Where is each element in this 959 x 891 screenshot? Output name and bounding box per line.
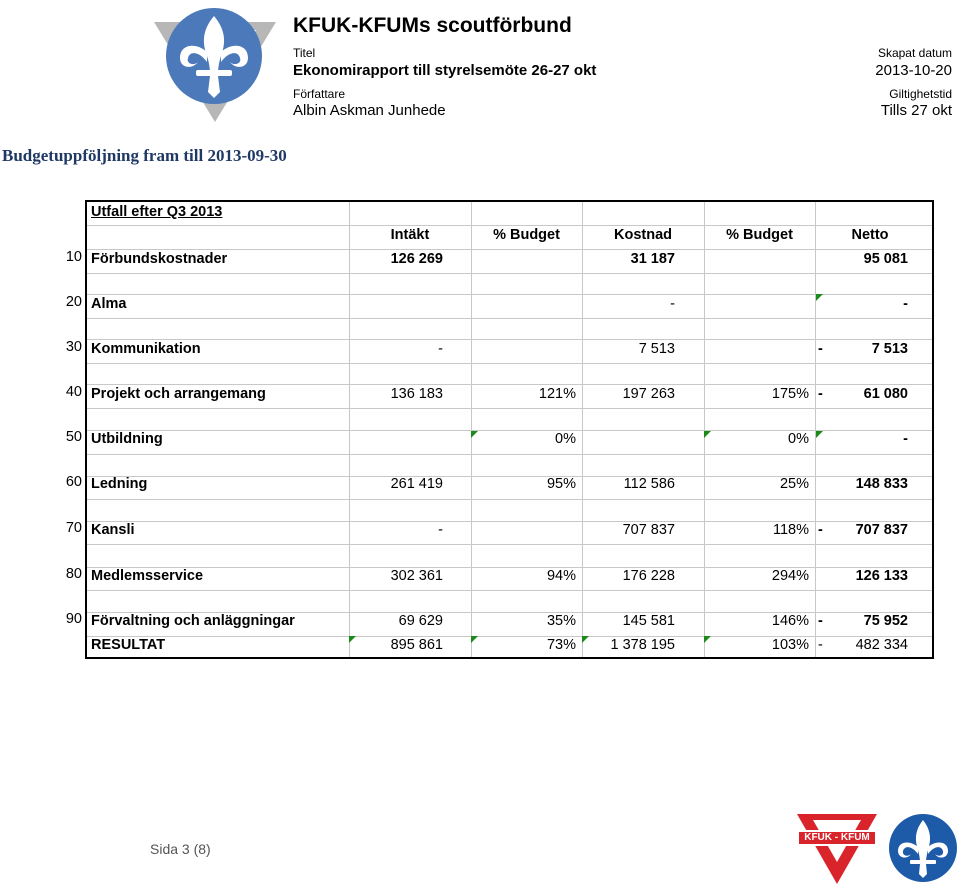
intakt-cell: 126 269 [390, 251, 443, 267]
row-number: 70 [65, 520, 82, 536]
netto-cell: 95 081 [863, 251, 908, 267]
netto-cell: 75 952 [863, 613, 908, 629]
row-number: 20 [65, 294, 82, 310]
intakt-cell: 261 419 [390, 476, 443, 492]
total-intakt: 895 861 [390, 637, 443, 653]
intakt-cell: 69 629 [398, 613, 443, 629]
pct-budget-kostnad-cell: 25% [779, 476, 809, 492]
cell-marker-icon [816, 294, 823, 301]
pct-budget-kostnad-cell: 118% [772, 522, 809, 538]
kostnad-cell: 176 228 [622, 568, 675, 584]
row-label: Förvaltning och anläggningar [91, 613, 295, 629]
netto-sign-cell: - [818, 341, 823, 357]
total-netto-sign: - [818, 637, 823, 653]
total-pct-intakt: 73% [546, 637, 576, 653]
cell-marker-icon [349, 636, 356, 643]
row-number: 10 [65, 249, 82, 265]
grid-row-line [87, 249, 932, 250]
kostnad-cell: 197 263 [622, 386, 675, 402]
row-label: Ledning [91, 476, 148, 492]
budget-table [85, 200, 934, 659]
grid-row-line [87, 318, 932, 319]
row-number: 90 [65, 611, 82, 627]
kostnad-cell: 145 581 [622, 613, 675, 629]
total-label: RESULTAT [91, 637, 166, 653]
grid-row-line [87, 339, 932, 340]
author-label: Författare [293, 87, 346, 101]
pct-budget-kostnad-cell: 0% [788, 431, 809, 447]
org-logo [152, 4, 278, 124]
netto-sign-cell: - [818, 386, 823, 402]
grid-row-line [87, 499, 932, 500]
kostnad-cell: 112 586 [623, 476, 675, 492]
grid-row-line [87, 544, 932, 545]
kostnad-cell: 7 513 [638, 341, 675, 357]
section-subtitle: Budgetuppföljning fram till 2013-09-30 [2, 146, 287, 165]
cell-marker-icon [816, 431, 823, 438]
grid-row-line [87, 384, 932, 385]
pct-budget-kostnad-cell: 175% [771, 386, 809, 402]
row-label: Förbundskostnader [91, 251, 228, 267]
total-kostnad: 1 378 195 [610, 637, 675, 653]
pct-budget-intakt-cell: 35% [546, 613, 576, 629]
netto-cell: 126 133 [855, 568, 908, 584]
title-label: Titel [293, 46, 316, 60]
row-number: 30 [65, 339, 82, 355]
row-number: 80 [65, 566, 82, 582]
grid-row-line [87, 454, 932, 455]
column-header: % Budget [493, 227, 560, 243]
cell-marker-icon [582, 636, 589, 643]
netto-cell: 61 080 [863, 386, 908, 402]
intakt-cell: - [438, 341, 443, 357]
author-name: Albin Askman Junhede [293, 102, 446, 119]
row-label: Medlemsservice [91, 568, 204, 584]
page-number: Sida 3 (8) [150, 841, 211, 857]
total-netto: 482 334 [855, 637, 908, 653]
pct-budget-intakt-cell: 95% [546, 476, 576, 492]
column-header: Intäkt [390, 227, 430, 243]
kostnad-cell: 31 187 [630, 251, 675, 267]
pct-budget-kostnad-cell: 146% [771, 613, 809, 629]
grid-row-line [87, 590, 932, 591]
created-label: Skapat datum [877, 46, 952, 60]
org-name: KFUK-KFUMs scoutförbund [293, 14, 572, 37]
created-date: 2013-10-20 [875, 62, 952, 79]
netto-cell: 707 837 [855, 522, 908, 538]
intakt-cell: 136 183 [390, 386, 443, 402]
netto-cell: 7 513 [871, 341, 908, 357]
scout-fleur-de-lis-icon [888, 812, 958, 884]
netto-sign-cell: - [818, 613, 823, 629]
column-header: Netto [851, 227, 889, 243]
netto-cell: 148 833 [855, 476, 908, 492]
cell-marker-icon [471, 636, 478, 643]
intakt-cell: - [438, 522, 443, 538]
netto-sign-cell: - [818, 522, 823, 538]
grid-row-line [87, 363, 932, 364]
cell-marker-icon [704, 636, 711, 643]
grid-row-line [87, 273, 932, 274]
column-header: % Budget [726, 227, 793, 243]
row-number: 60 [65, 474, 82, 490]
cell-marker-icon [704, 431, 711, 438]
validity-value: Tills 27 okt [880, 102, 952, 119]
netto-cell: - [903, 296, 908, 312]
row-number: 50 [65, 429, 82, 445]
row-label: Kommunikation [91, 341, 201, 357]
validity-label: Giltighetstid [889, 87, 952, 101]
netto-cell: - [903, 431, 908, 447]
report-title: Ekonomirapport till styrelsemöte 26-27 okt [293, 62, 597, 79]
row-number: 40 [65, 384, 82, 400]
pct-budget-kostnad-cell: 294% [771, 568, 809, 584]
pct-budget-intakt-cell: 121% [538, 386, 576, 402]
kfuk-kfum-logo [797, 812, 877, 886]
kfuk-kfum-logo-text: KFUK - KFUM [804, 832, 870, 843]
pct-budget-intakt-cell: 0% [555, 431, 576, 447]
pct-budget-intakt-cell: 94% [546, 568, 576, 584]
row-label: Alma [91, 296, 127, 312]
table-caption: Utfall efter Q3 2013 [91, 204, 223, 220]
total-pct-kostnad: 103% [771, 637, 809, 653]
grid-row-line [87, 225, 932, 226]
kostnad-cell: 707 837 [622, 522, 675, 538]
grid-row-line [87, 294, 932, 295]
row-label: Utbildning [91, 431, 163, 447]
intakt-cell: 302 361 [390, 568, 443, 584]
kostnad-cell: - [670, 296, 675, 312]
row-label: Projekt och arrangemang [91, 386, 266, 402]
column-header: Kostnad [614, 227, 672, 243]
grid-row-line [87, 408, 932, 409]
row-label: Kansli [91, 522, 135, 538]
cell-marker-icon [471, 431, 478, 438]
